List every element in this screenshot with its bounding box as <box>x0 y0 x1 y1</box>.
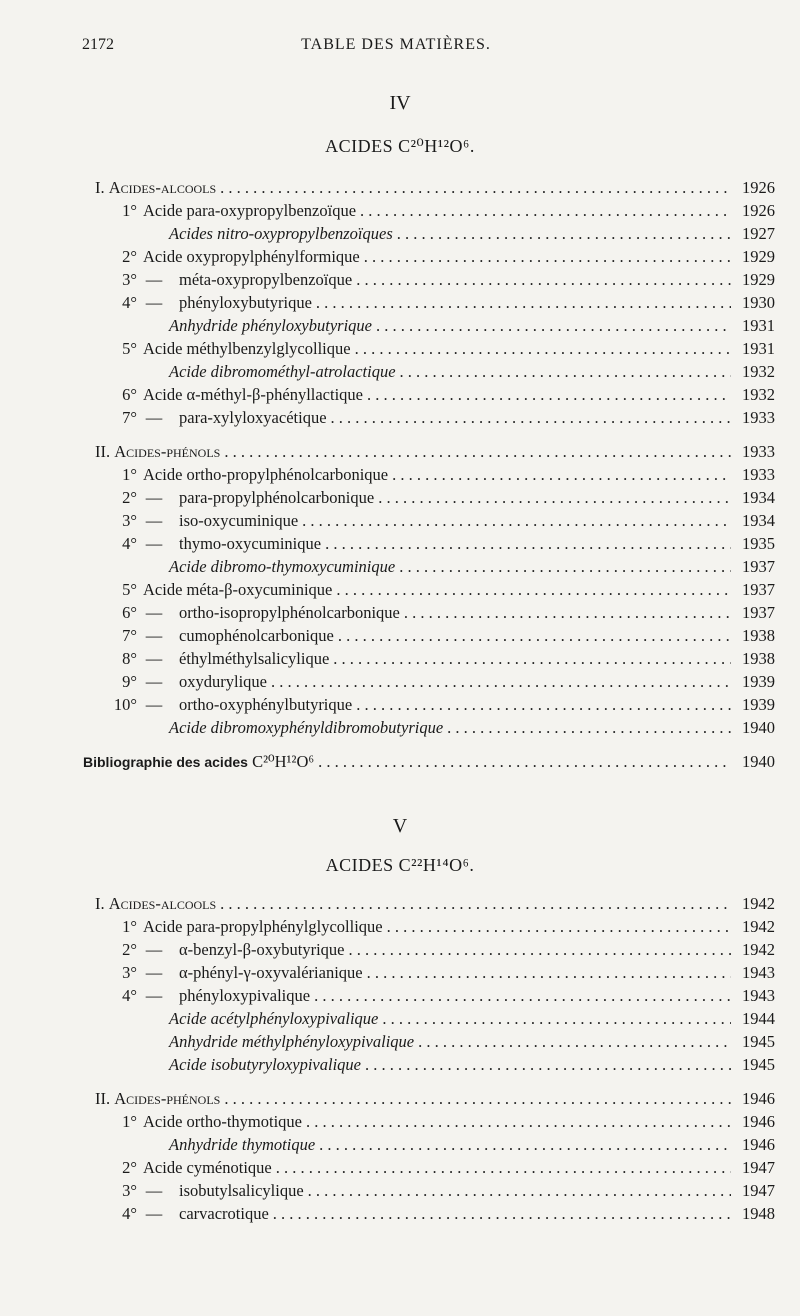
toc-page-number: 1933 <box>742 442 775 461</box>
toc-entry-text: ortho-isopropylphénolcarbonique <box>179 603 400 622</box>
toc-page-number: 1947 <box>742 1158 775 1177</box>
toc-entry-label <box>95 892 216 915</box>
toc-entry <box>95 509 775 532</box>
toc-entry-marker: 1° <box>122 201 137 220</box>
toc-entry-label <box>95 1007 378 1030</box>
toc-leader-dots <box>220 892 731 915</box>
toc-leader-dots <box>399 555 731 578</box>
toc-entry-label <box>95 1087 220 1110</box>
toc-bibliography-label: Bibliographie des acides <box>83 754 248 770</box>
toc-leader-dots <box>302 509 731 532</box>
toc-leader-dots <box>276 1156 731 1179</box>
toc-entry <box>95 360 775 383</box>
toc-leader-dots <box>318 750 731 773</box>
toc-leader-dots <box>447 716 731 739</box>
toc-ditto-dash: — <box>145 940 163 959</box>
toc-leader-dots <box>333 647 731 670</box>
running-title: TABLE DES MATIÈRES. <box>301 36 491 53</box>
section-title-v: ACIDES C²²H¹⁴O⁶. <box>325 855 475 875</box>
toc-entry <box>95 486 775 509</box>
toc-entry <box>95 915 775 938</box>
toc-entry-label <box>111 245 360 268</box>
toc-entry-marker: 5° <box>122 339 137 358</box>
toc-entry <box>95 406 775 429</box>
toc-entry-label <box>111 509 298 532</box>
toc-page-number: 1926 <box>742 178 775 197</box>
toc-entry-label <box>111 532 321 555</box>
toc-entry-label <box>95 1030 414 1053</box>
toc-page-number: 1932 <box>742 385 775 404</box>
toc-entry-label <box>111 961 363 984</box>
toc-page-number: 1937 <box>742 580 775 599</box>
toc-entry-marker: 1° <box>122 917 137 936</box>
toc-entry-label <box>95 716 443 739</box>
section-title-iv: ACIDES C²⁰H¹²O⁶. <box>325 136 475 156</box>
toc-group-title: Acides-phénols <box>114 442 221 461</box>
toc-entry-label <box>111 1179 304 1202</box>
toc-entry-marker: 4° <box>122 986 137 1005</box>
toc-entry-text: Acide para-oxypropylbenzoïque <box>143 201 357 220</box>
toc-ditto-dash: — <box>145 270 163 289</box>
toc-entry-label <box>111 406 327 429</box>
toc-entry-marker: 3° <box>122 963 137 982</box>
toc-entry <box>95 245 775 268</box>
toc-entry <box>95 938 775 961</box>
toc-entry-marker: 10° <box>113 695 137 714</box>
toc-page-number: 1942 <box>742 894 775 913</box>
toc-entry-marker: 2° <box>122 247 137 266</box>
toc-entry-text: Acide acétylphényloxypivalique <box>169 1009 379 1028</box>
toc-entry <box>95 1156 775 1179</box>
toc-entry-label <box>111 337 351 360</box>
toc-leader-dots <box>365 1053 731 1076</box>
toc-leader-dots <box>331 406 731 429</box>
toc-entry-label <box>95 1053 361 1076</box>
toc-ditto-dash: — <box>145 1181 163 1200</box>
toc-page-number: 1939 <box>742 672 775 691</box>
toc-leader-dots <box>382 1007 731 1030</box>
page-header <box>82 36 710 58</box>
toc-ditto-dash: — <box>145 695 163 714</box>
toc-leader-dots <box>271 670 731 693</box>
toc-entry <box>95 1202 775 1225</box>
toc-entry-text: oxydurylique <box>179 672 267 691</box>
toc-entry-text: Acide cyménotique <box>143 1158 272 1177</box>
toc-entry-marker: 2° <box>122 940 137 959</box>
toc-entry <box>95 337 775 360</box>
toc-ditto-dash: — <box>145 649 163 668</box>
toc-leader-dots <box>336 578 731 601</box>
toc-entry <box>95 1110 775 1133</box>
toc-entry-marker: 4° <box>122 293 137 312</box>
toc-page-number: 1943 <box>742 963 775 982</box>
toc-page-number: 1940 <box>742 752 775 771</box>
toc-entry-label <box>83 750 314 774</box>
page-number: 2172 <box>82 36 114 53</box>
toc-leader-dots <box>355 337 731 360</box>
toc-page-number: 1940 <box>742 718 775 737</box>
toc-entry-text: Anhydride méthylphényloxypivalique <box>169 1032 415 1051</box>
toc-roman-numeral: II. <box>95 442 115 461</box>
toc-entry-marker: 3° <box>122 1181 137 1200</box>
toc-leader-dots <box>220 176 731 199</box>
toc-page-number: 1947 <box>742 1181 775 1200</box>
toc-entry-text: phényloxybutyrique <box>179 293 312 312</box>
toc-page-number: 1945 <box>742 1032 775 1051</box>
toc-ditto-dash: — <box>145 1204 163 1223</box>
toc-entry-text: thymo-oxycuminique <box>179 534 322 553</box>
toc-leader-dots <box>387 915 731 938</box>
toc-page-number: 1945 <box>742 1055 775 1074</box>
toc-entry-marker: 3° <box>122 511 137 530</box>
toc-leader-dots <box>404 601 731 624</box>
toc-ditto-dash: — <box>145 511 163 530</box>
toc-page-number: 1931 <box>742 316 775 335</box>
toc-page-number: 1934 <box>742 488 775 507</box>
toc-leader-dots <box>378 486 731 509</box>
toc-leader-dots <box>349 938 732 961</box>
toc-entry <box>95 532 775 555</box>
toc-entry-label <box>95 440 220 463</box>
toc-leader-dots <box>316 291 731 314</box>
toc-entry <box>95 222 775 245</box>
toc-roman-numeral: II. <box>95 1089 115 1108</box>
toc-entry <box>95 1133 775 1156</box>
toc-roman-numeral: I. <box>95 178 109 197</box>
toc-ditto-dash: — <box>145 626 163 645</box>
toc-entry-text: C²⁰H¹²O⁶ <box>252 752 315 771</box>
toc-page-number: 1942 <box>742 940 775 959</box>
toc-leader-dots <box>367 961 731 984</box>
toc-entry-text: carvacrotique <box>179 1204 269 1223</box>
toc-entry <box>95 1087 775 1110</box>
toc-ditto-dash: — <box>145 488 163 507</box>
toc-leader-dots <box>319 1133 731 1156</box>
toc-entry-marker: 3° <box>122 270 137 289</box>
toc-entry-text: para-xylyloxyacétique <box>179 408 327 427</box>
toc-roman-numeral: I. <box>95 894 109 913</box>
toc-page-number: 1938 <box>742 649 775 668</box>
toc-entry-marker: 1° <box>122 465 137 484</box>
toc-entry-label <box>111 463 388 486</box>
toc-entry-text: iso-oxycuminique <box>179 511 299 530</box>
toc-entry-label <box>111 670 267 693</box>
toc-leader-dots <box>400 360 731 383</box>
section-number-iv: IV <box>389 92 411 114</box>
toc-page-number: 1942 <box>742 917 775 936</box>
toc-ditto-dash: — <box>145 293 163 312</box>
toc-entry-label <box>111 486 374 509</box>
toc-entry <box>95 578 775 601</box>
toc-leader-dots <box>356 693 731 716</box>
toc-entry-label <box>111 1110 302 1133</box>
toc-ditto-dash: — <box>145 986 163 1005</box>
toc-leader-dots <box>273 1202 731 1225</box>
toc-page-number: 1937 <box>742 603 775 622</box>
toc-entry-text: Acide oxypropylphénylformique <box>143 247 360 266</box>
toc-entry-text: Acide dibromométhyl-atrolactique <box>169 362 396 381</box>
toc-entry-label <box>111 984 310 1007</box>
toc-page-number: 1944 <box>742 1009 775 1028</box>
toc-leader-dots <box>308 1179 731 1202</box>
toc-leader-dots <box>367 383 731 406</box>
toc-entry <box>95 624 775 647</box>
toc-entry <box>95 670 775 693</box>
toc-entry-text: para-propylphénolcarbonique <box>179 488 375 507</box>
toc-page-number: 1929 <box>742 247 775 266</box>
toc-entry-text: Anhydride thymotique <box>169 1135 316 1154</box>
toc-entry <box>95 440 775 463</box>
toc-entry <box>95 383 775 406</box>
toc-entry-label <box>111 291 312 314</box>
toc-page-number: 1946 <box>742 1135 775 1154</box>
toc-page-number: 1937 <box>742 557 775 576</box>
toc-entry-marker: 2° <box>122 1158 137 1177</box>
toc-entry-text: éthylméthylsalicylique <box>179 649 330 668</box>
toc-entry <box>95 892 775 915</box>
toc-leader-dots <box>356 268 731 291</box>
toc-entry-marker: 4° <box>122 1204 137 1223</box>
toc-entry-label <box>95 222 393 245</box>
toc-entry-text: cumophénolcarbonique <box>179 626 334 645</box>
toc-ditto-dash: — <box>145 408 163 427</box>
toc-page-number: 1929 <box>742 270 775 289</box>
toc-page-number: 1939 <box>742 695 775 714</box>
toc-leader-dots <box>376 314 731 337</box>
toc-entry-text: α-phényl-γ-oxyvalérianique <box>179 963 363 982</box>
toc-entry-label <box>111 647 329 670</box>
toc-entry-marker: 7° <box>122 626 137 645</box>
toc-list-section-iv <box>83 176 775 773</box>
toc-page-number: 1946 <box>742 1089 775 1108</box>
toc-entry-marker: 8° <box>122 649 137 668</box>
toc-leader-dots <box>364 245 731 268</box>
toc-entry-marker: 6° <box>122 603 137 622</box>
toc-list-section-v <box>95 892 775 1225</box>
toc-entry <box>95 555 775 578</box>
toc-entry <box>95 199 775 222</box>
toc-leader-dots <box>224 1087 731 1110</box>
toc-leader-dots <box>418 1030 731 1053</box>
toc-entry-label <box>111 601 400 624</box>
toc-entry-text: Acides nitro-oxypropylbenzoïques <box>169 224 393 243</box>
toc-entry-text: Acide ortho-thymotique <box>143 1112 303 1131</box>
toc-entry-text: Acide isobutyryloxypivalique <box>169 1055 361 1074</box>
toc-page-number: 1946 <box>742 1112 775 1131</box>
toc-entry <box>95 1007 775 1030</box>
toc-entry-label <box>111 1156 272 1179</box>
toc-entry-text: Acide dibromo-thymoxycuminique <box>169 557 396 576</box>
toc-page-number: 1938 <box>742 626 775 645</box>
toc-entry <box>95 1179 775 1202</box>
toc-entry-label <box>95 314 372 337</box>
toc-entry-text: Acide dibromoxyphényldibromobutyrique <box>169 718 444 737</box>
toc-entry <box>95 268 775 291</box>
toc-leader-dots <box>314 984 731 1007</box>
toc-entry-label <box>111 693 352 716</box>
toc-entry-label <box>111 383 363 406</box>
toc-entry-text: Acide méthylbenzylglycollique <box>143 339 351 358</box>
toc-page-number: 1934 <box>742 511 775 530</box>
toc-entry <box>95 291 775 314</box>
toc-entry-text: α-benzyl-β-oxybutyrique <box>179 940 345 959</box>
toc-entry-label <box>111 199 356 222</box>
toc-entry-label <box>111 938 345 961</box>
toc-entry-marker: 7° <box>122 408 137 427</box>
toc-page-number: 1933 <box>742 408 775 427</box>
toc-entry <box>95 176 775 199</box>
toc-entry <box>95 961 775 984</box>
toc-entry-text: méta-oxypropylbenzoïque <box>179 270 353 289</box>
toc-entry <box>95 463 775 486</box>
toc-page-number: 1933 <box>742 465 775 484</box>
toc-entry-marker: 9° <box>122 672 137 691</box>
toc-entry <box>95 601 775 624</box>
toc-entry-text: Acide méta-β-oxycuminique <box>143 580 333 599</box>
toc-entry-label <box>111 268 352 291</box>
toc-page-number: 1931 <box>742 339 775 358</box>
toc-entry-label <box>95 360 396 383</box>
toc-entry-marker: 2° <box>122 488 137 507</box>
toc-leader-dots <box>224 440 731 463</box>
toc-entry <box>95 1030 775 1053</box>
toc-entry-marker: 1° <box>122 1112 137 1131</box>
toc-entry-text: Acide ortho-propylphénolcarbonique <box>143 465 389 484</box>
toc-ditto-dash: — <box>145 963 163 982</box>
toc-leader-dots <box>360 199 731 222</box>
toc-entry-label <box>111 578 332 601</box>
toc-entry-label <box>95 555 395 578</box>
section-number-v: V <box>392 815 408 837</box>
toc-page-number: 1932 <box>742 362 775 381</box>
toc-entry <box>95 314 775 337</box>
toc-entry <box>95 716 775 739</box>
toc-entry-marker: 6° <box>122 385 137 404</box>
toc-entry <box>95 647 775 670</box>
toc-entry-marker: 5° <box>122 580 137 599</box>
toc-ditto-dash: — <box>145 672 163 691</box>
toc-ditto-dash: — <box>145 534 163 553</box>
toc-entry-text: Acide α-méthyl-β-phényllactique <box>143 385 364 404</box>
toc-leader-dots <box>325 532 731 555</box>
toc-leader-dots <box>338 624 731 647</box>
toc-page-number: 1927 <box>742 224 775 243</box>
toc-group-title: Acides-phénols <box>114 1089 221 1108</box>
toc-entry-label <box>95 1133 315 1156</box>
toc-entry-text: ortho-oxyphénylbutyrique <box>179 695 353 714</box>
toc-entry <box>95 984 775 1007</box>
toc-page-number: 1943 <box>742 986 775 1005</box>
toc-entry <box>95 1053 775 1076</box>
toc-leader-dots <box>397 222 731 245</box>
toc-entry-label <box>111 1202 269 1225</box>
toc-page-number: 1926 <box>742 201 775 220</box>
toc-entry <box>95 693 775 716</box>
toc-page-number: 1948 <box>742 1204 775 1223</box>
toc-entry-text: Anhydride phényloxybutyrique <box>169 316 372 335</box>
toc-group-title: Acides-alcools <box>108 178 217 197</box>
toc-page-number: 1935 <box>742 534 775 553</box>
toc-leader-dots <box>392 463 731 486</box>
toc-entry-label <box>111 624 334 647</box>
toc-entry <box>83 750 775 773</box>
toc-entry-marker: 4° <box>122 534 137 553</box>
toc-ditto-dash: — <box>145 603 163 622</box>
toc-entry-text: isobutylsalicylique <box>179 1181 304 1200</box>
toc-entry-text: phényloxypivalique <box>179 986 311 1005</box>
toc-entry-text: Acide para-propylphénylglycollique <box>143 917 383 936</box>
toc-group-title: Acides-alcools <box>108 894 217 913</box>
toc-entry-label <box>111 915 383 938</box>
toc-page-number: 1930 <box>742 293 775 312</box>
toc-leader-dots <box>306 1110 731 1133</box>
toc-entry-label <box>95 176 216 199</box>
